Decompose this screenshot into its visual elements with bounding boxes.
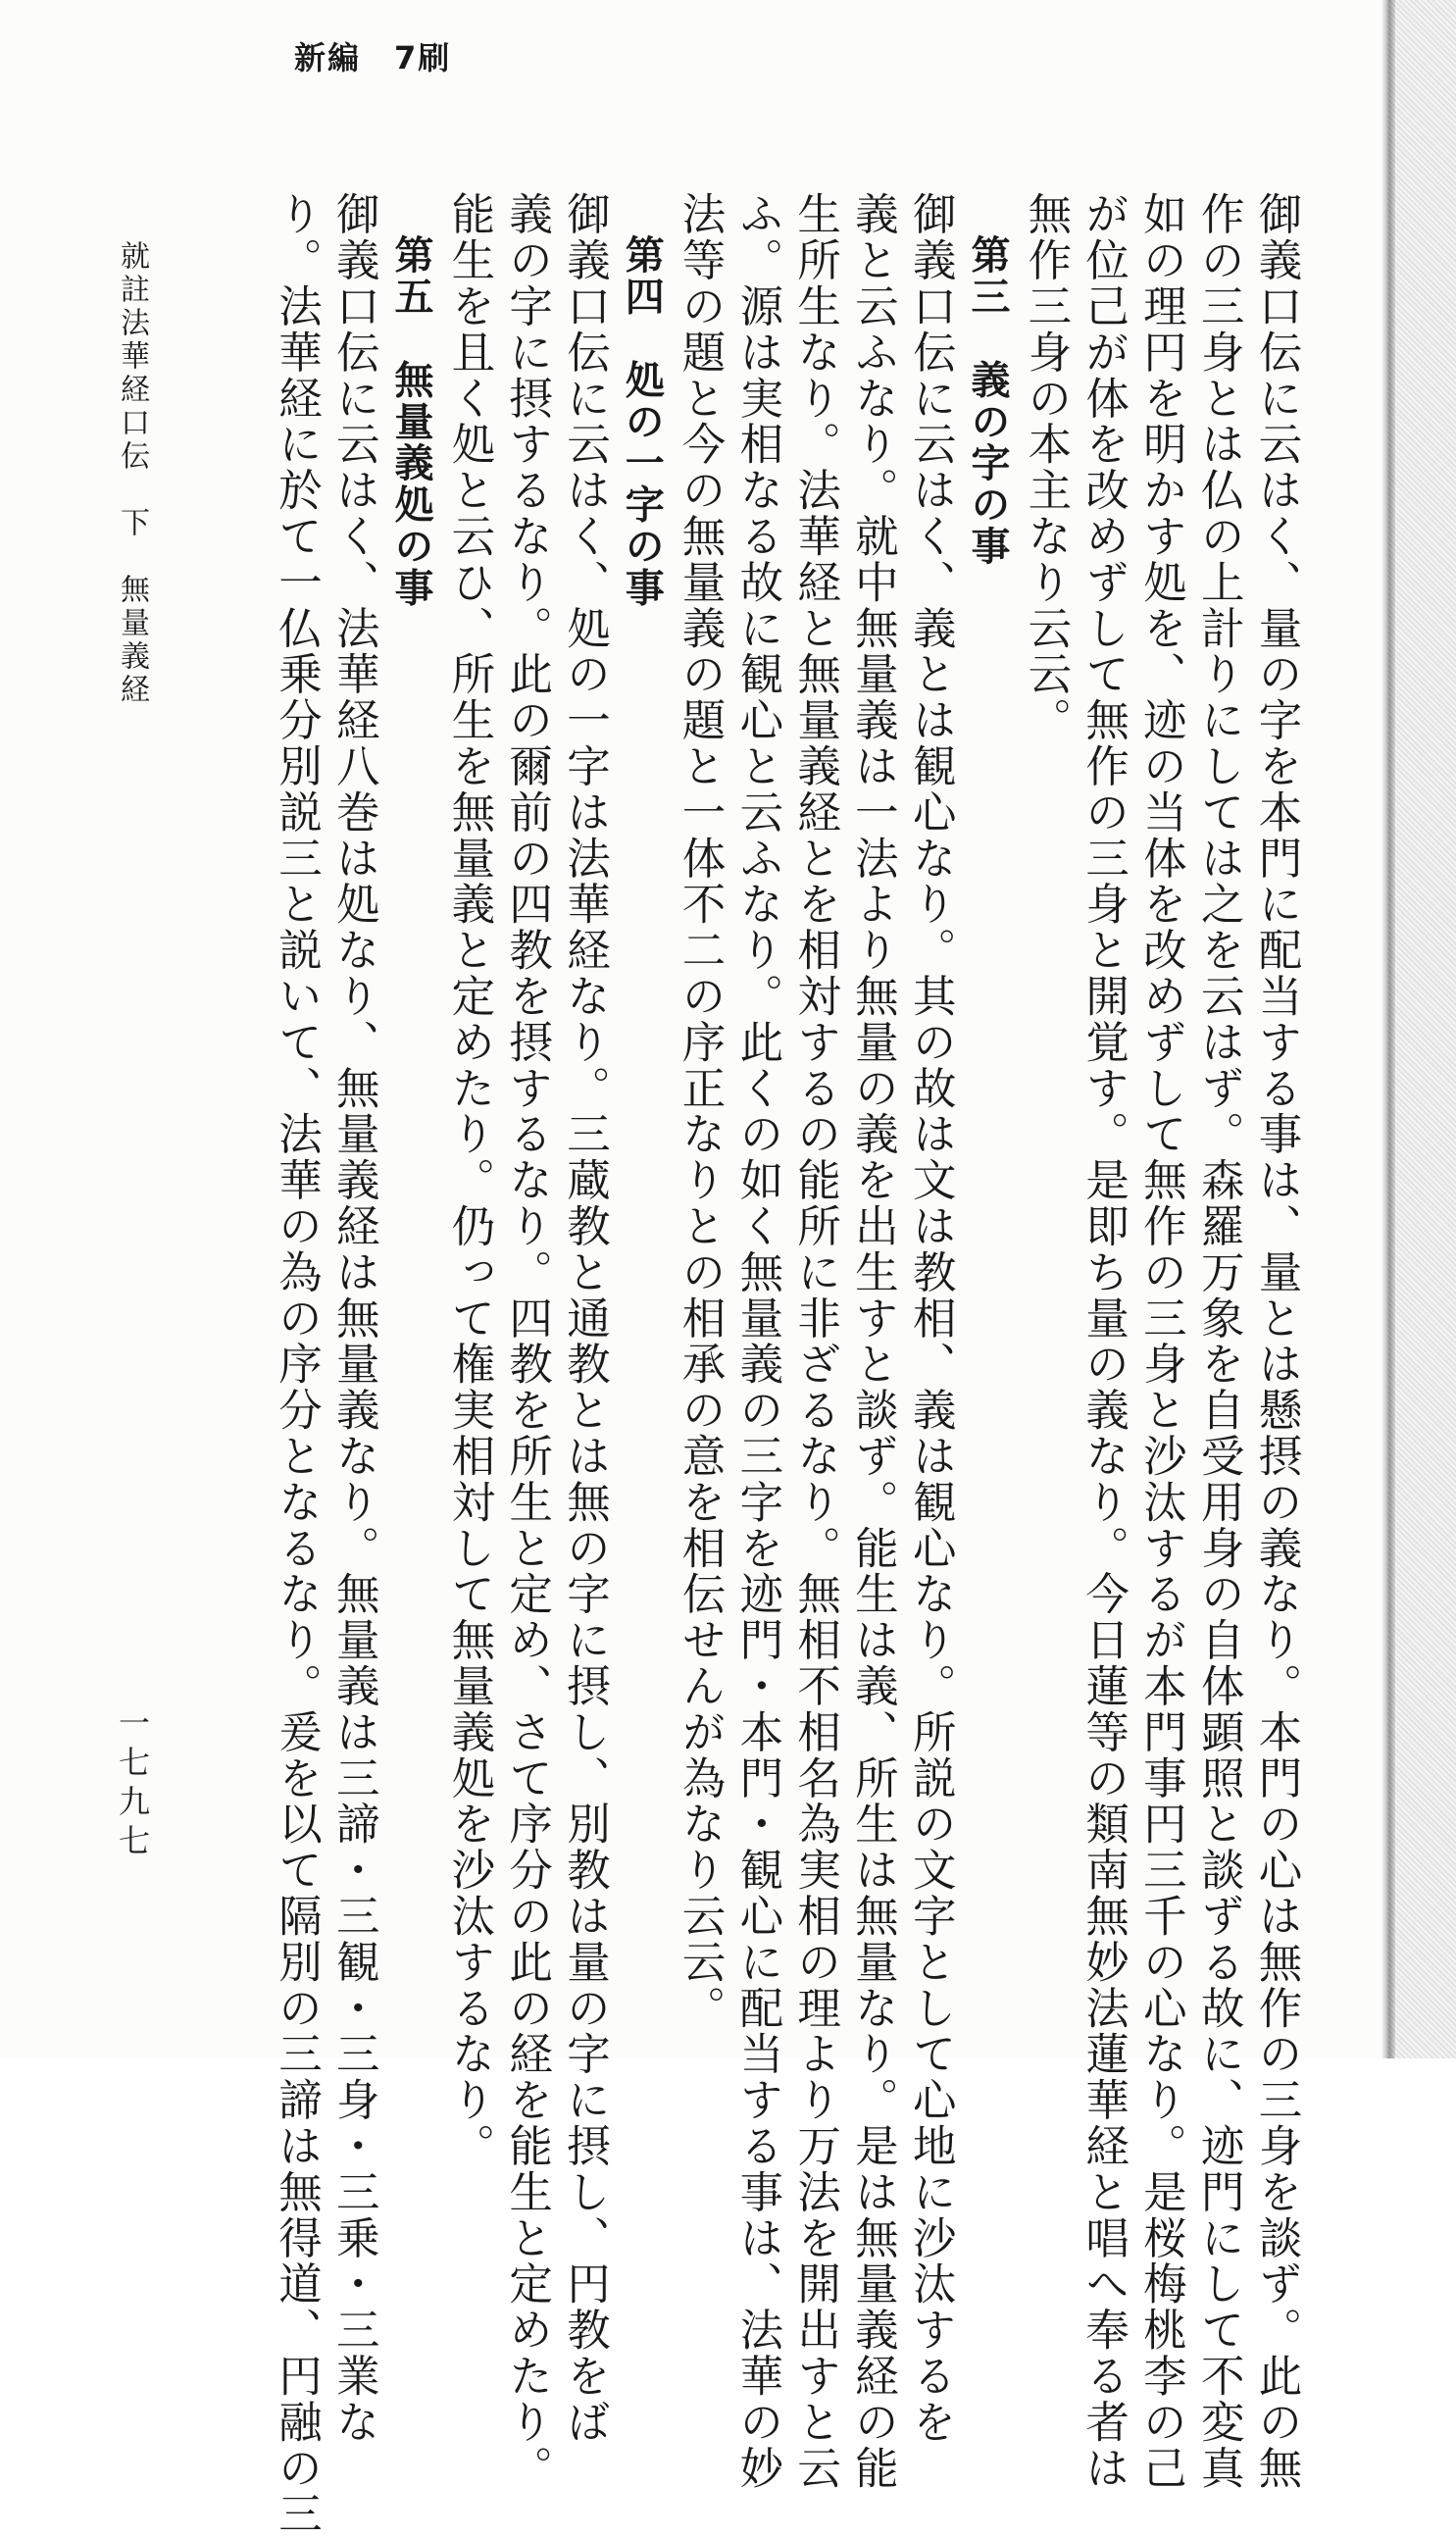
text-column: 生所生なり。法華経と無量義経とを相対するの能所に非ざるなり。無相不相名為実相の理より万法を開出すと云 — [789, 191, 840, 2491]
section-heading: 第四 処の一字の事 — [619, 234, 665, 609]
text-column: 義と云ふなり。就中無量義は一法より無量の義を出生すと談ず。能生は義、所生は無量なり。是は無量義経の能 — [847, 191, 898, 2491]
text-column: 御義口伝に云はく、処の一字は法華経なり。三蔵教と通教とは無の字に摂し、別教は量の字に摂し、円教をば — [559, 191, 610, 2446]
text-column: ふ。源は実相なる故に観心と云ふなり。此くの如く無量義の三字を迹門・本門・観心に配当する事は、法華の妙 — [731, 191, 782, 2491]
page-number: 一七九七 — [114, 1706, 151, 1863]
text-column: 御義口伝に云はく、法華経八巻は処なり、無量義経は無量義なり。無量義は三諦・三観・三身・三乗・三業な — [328, 191, 379, 2446]
text-column: 如の理円を明かす処を、迹の当体を改めずして無作の三身と沙汰するが本門事円三千の心なり。是桜梅桃李の己 — [1135, 191, 1186, 2491]
text-column: り。法華経に於て一仏乗分別説三と説いて、法華の為の序分となるなり。爰を以て隔別の三諦は無得道、円融の三 — [271, 191, 322, 2537]
section-heading: 第五 無量義処の事 — [388, 234, 434, 609]
gutter-shadow — [1381, 0, 1395, 2058]
text-column: 義の字に摂するなり。此の爾前の四教を摂するなり。四教を所生と定め、さて序分の此の経を能生と定めたり。 — [501, 191, 552, 2491]
text-column: 作の三身とは仏の上計りにしては之を云はず。森羅万象を自受用身の自体顕照と談ずる故に、迹門にして不変真 — [1193, 191, 1244, 2491]
text-column: 無作三身の本主なり云云。 — [1020, 191, 1071, 743]
section-heading: 第三 義の字の事 — [965, 234, 1011, 568]
text-column: 御義口伝に云はく、量の字を本門に配当する事は、量とは懸摂の義なり。本門の心は無作の三身を談ず。此の無 — [1251, 191, 1301, 2491]
vertical-body-text — [196, 191, 1304, 2537]
edition-label: 新編 7刷 — [294, 39, 452, 76]
text-column: 能生を且く処と云ひ、所生を無量義と定めたり。仍って権実相対して無量義処を沙汰するなり。 — [443, 191, 494, 2169]
binding-gutter — [1387, 0, 1456, 2058]
text-column: が位己が体を改めずして無作の三身と開覚す。是即ち量の義なり。今日蓮等の類南無妙法蓮華経と唱へ奉る者は — [1078, 191, 1129, 2491]
running-head: 就註法華経口伝 下 無量義経 — [115, 240, 149, 707]
text-column: 御義口伝に云はく、義とは観心なり。其の故は文は教相、義は観心なり。所説の文字として心地に沙汰するを — [905, 191, 956, 2446]
text-column: 法等の題と今の無量義の題と一体不二の序正なりとの相承の意を相伝せんが為なり云云。 — [675, 191, 726, 2031]
